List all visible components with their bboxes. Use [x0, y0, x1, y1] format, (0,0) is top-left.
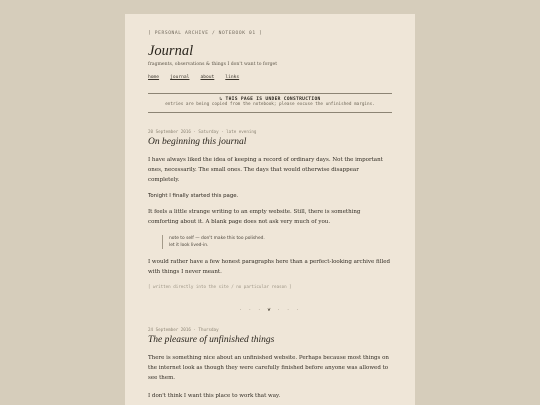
- entry-meta: 20 September 2016 · Saturday · late evening: [148, 128, 257, 134]
- margin-note-line: let it look lived-in.: [169, 242, 209, 248]
- nav-journal-link[interactable]: journal: [170, 75, 190, 80]
- journal-page: [125, 14, 415, 405]
- divider-dots: · · ·: [277, 307, 301, 313]
- handwritten-line: Tonight I finally started this page.: [148, 192, 239, 199]
- nav-home-link[interactable]: home: [148, 75, 160, 80]
- margin-note-line: note to self — don't make this too polished.: [169, 235, 265, 241]
- entry-divider: [148, 307, 392, 313]
- entry-title[interactable]: The pleasure of unfinished things: [148, 334, 275, 345]
- entry-paragraph: I have always liked the idea of keeping a record of ordinary days. Not the important ones, necessarily. The small ones. The days that would otherwise disappear completely.: [148, 156, 383, 183]
- entry-paragraph: I don't think I want this place to work that way.: [148, 392, 281, 399]
- entry-meta: 24 September 2016 · Thursday: [148, 326, 219, 332]
- construction-notice: [148, 93, 392, 113]
- divider-dots: · · ·: [239, 307, 263, 313]
- entry-paragraph: I would rather have a few honest paragraphs here than a perfect-looking archive filled with things I never meant.: [148, 258, 390, 275]
- breadcrumb: [ PERSONAL ARCHIVE / NOTEBOOK 01 ]: [148, 31, 263, 36]
- entry-paragraph: There is something nice about an unfinished website. Perhaps because most things on the internet look as though they were carefully finished before anyone was allowed to see them.: [148, 354, 389, 381]
- entry-footnote: [ written directly into the site / no particular reason ]: [148, 283, 292, 289]
- journal-entry: [148, 327, 392, 401]
- main-nav: [148, 75, 392, 80]
- entry-paragraph: It feels a little strange writing to an empty website. Still, there is something comforting about it. A blank page does not ask very much of you.: [148, 208, 361, 225]
- journal-entry: [148, 129, 392, 289]
- nav-about-link[interactable]: about: [200, 75, 215, 80]
- notice-title: ↳ THIS PAGE IS UNDER CONSTRUCTION: [219, 97, 321, 102]
- page-subtitle: fragments, observations & things I don't want to forget: [148, 62, 278, 67]
- fleuron-icon: ❦: [267, 306, 273, 313]
- page-title: Journal: [148, 43, 194, 59]
- margin-note: [162, 235, 392, 249]
- entry-title[interactable]: On beginning this journal: [148, 136, 247, 147]
- nav-links-link[interactable]: links: [225, 75, 240, 80]
- notice-text: entries are being copied from the notebook; please excuse the unfinished margins.: [165, 102, 375, 107]
